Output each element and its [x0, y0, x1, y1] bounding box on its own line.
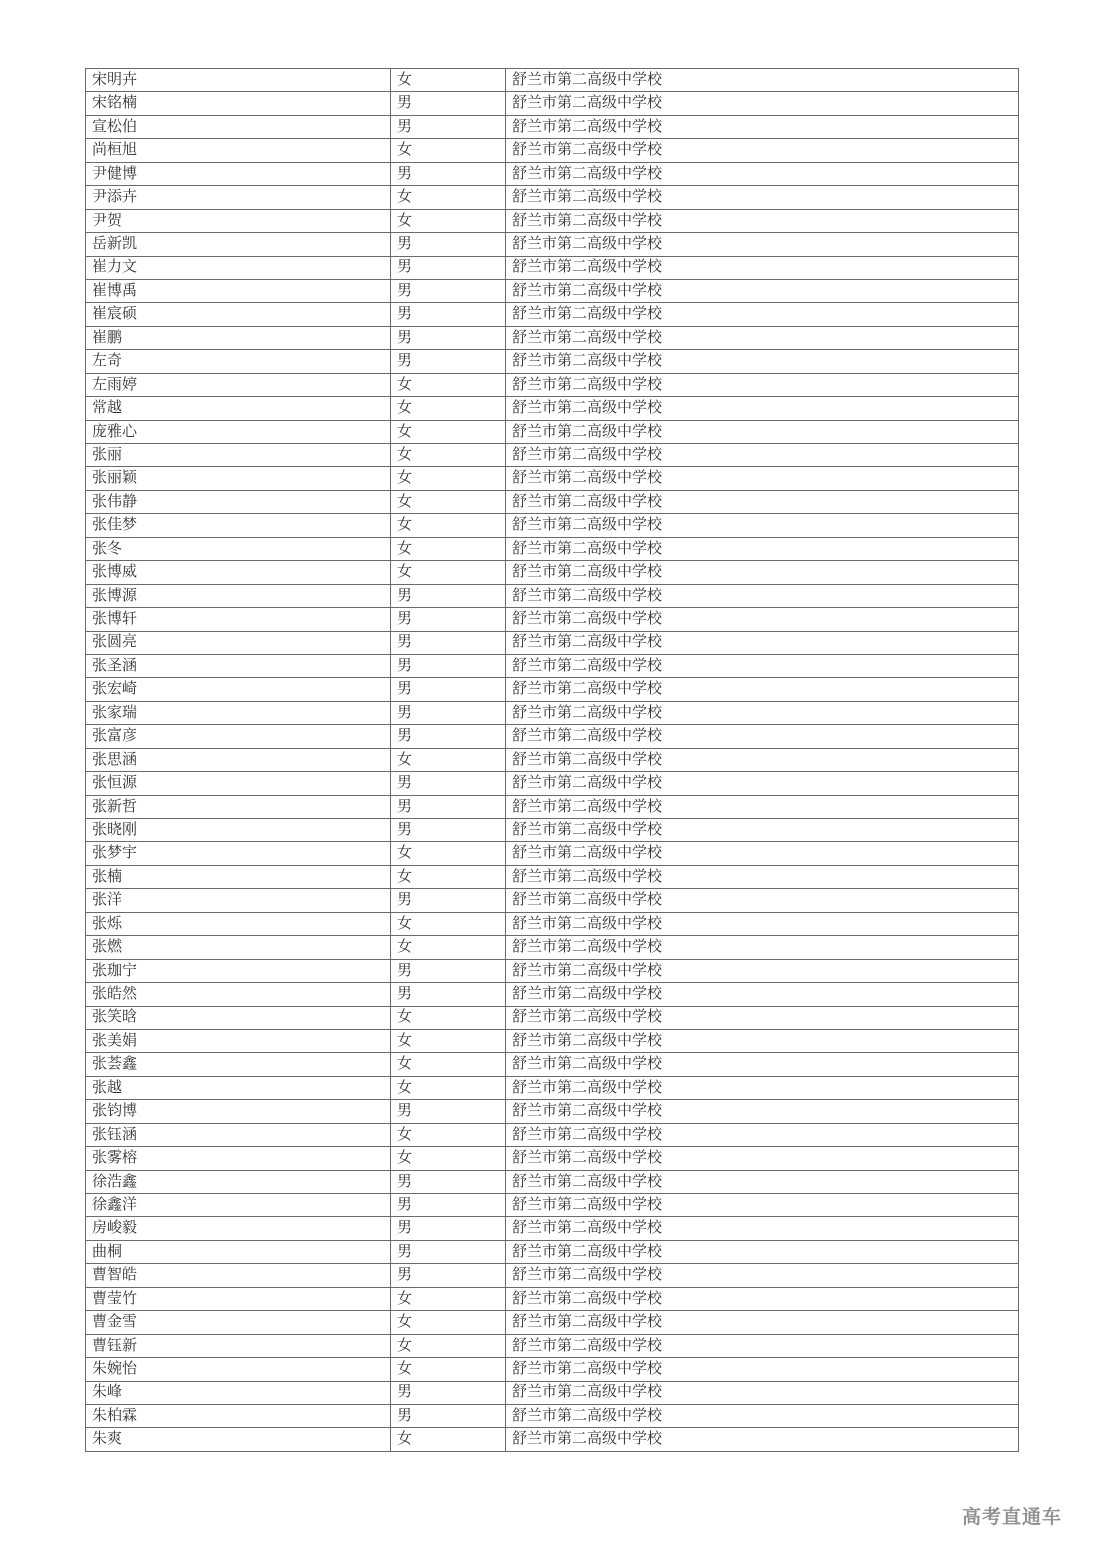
table-row — [86, 1264, 1019, 1287]
school-cell: 舒兰市第二高级中学校 — [506, 1194, 1019, 1217]
table-row — [86, 842, 1019, 865]
gender-cell: 女 — [391, 209, 506, 232]
school-cell: 舒兰市第二高级中学校 — [506, 772, 1019, 795]
table-row — [86, 139, 1019, 162]
table-row — [86, 1123, 1019, 1146]
student-table — [85, 68, 1019, 1452]
student-name-cell: 常越 — [86, 397, 391, 420]
school-cell: 舒兰市第二高级中学校 — [506, 1287, 1019, 1310]
student-name-cell: 曹智皓 — [86, 1264, 391, 1287]
student-name-cell: 崔鹏 — [86, 326, 391, 349]
school-cell: 舒兰市第二高级中学校 — [506, 1076, 1019, 1099]
table-row — [86, 912, 1019, 935]
school-cell: 舒兰市第二高级中学校 — [506, 1029, 1019, 1052]
student-name-cell: 张新哲 — [86, 795, 391, 818]
student-name-cell: 张富彦 — [86, 725, 391, 748]
gender-cell: 男 — [391, 772, 506, 795]
school-cell: 舒兰市第二高级中学校 — [506, 678, 1019, 701]
student-name-cell: 曹莹竹 — [86, 1287, 391, 1310]
school-cell: 舒兰市第二高级中学校 — [506, 1170, 1019, 1193]
school-cell: 舒兰市第二高级中学校 — [506, 608, 1019, 631]
student-name-cell: 尹贺 — [86, 209, 391, 232]
school-cell: 舒兰市第二高级中学校 — [506, 819, 1019, 842]
student-name-cell: 张燃 — [86, 936, 391, 959]
student-name-cell: 张伟静 — [86, 490, 391, 513]
student-name-cell: 尹健博 — [86, 162, 391, 185]
school-cell: 舒兰市第二高级中学校 — [506, 631, 1019, 654]
student-name-cell: 庞雅心 — [86, 420, 391, 443]
gender-cell: 女 — [391, 912, 506, 935]
table-row — [86, 115, 1019, 138]
school-cell: 舒兰市第二高级中学校 — [506, 115, 1019, 138]
table-row — [86, 69, 1019, 92]
school-cell: 舒兰市第二高级中学校 — [506, 865, 1019, 888]
table-row — [86, 1076, 1019, 1099]
gender-cell: 男 — [391, 725, 506, 748]
gender-cell: 女 — [391, 373, 506, 396]
gender-cell: 女 — [391, 1428, 506, 1451]
gender-cell: 女 — [391, 842, 506, 865]
gender-cell: 女 — [391, 397, 506, 420]
table-row — [86, 350, 1019, 373]
school-cell: 舒兰市第二高级中学校 — [506, 936, 1019, 959]
school-cell: 舒兰市第二高级中学校 — [506, 514, 1019, 537]
gender-cell: 男 — [391, 584, 506, 607]
student-list-table-container — [85, 68, 1018, 1452]
school-cell: 舒兰市第二高级中学校 — [506, 467, 1019, 490]
table-row — [86, 233, 1019, 256]
gender-cell: 女 — [391, 139, 506, 162]
student-name-cell: 张洋 — [86, 889, 391, 912]
student-name-cell: 曹钰新 — [86, 1334, 391, 1357]
school-cell: 舒兰市第二高级中学校 — [506, 69, 1019, 92]
student-name-cell: 张越 — [86, 1076, 391, 1099]
school-cell: 舒兰市第二高级中学校 — [506, 209, 1019, 232]
gender-cell: 男 — [391, 678, 506, 701]
student-name-cell: 张钧博 — [86, 1100, 391, 1123]
table-row — [86, 326, 1019, 349]
school-cell: 舒兰市第二高级中学校 — [506, 1381, 1019, 1404]
student-name-cell: 崔力文 — [86, 256, 391, 279]
school-cell: 舒兰市第二高级中学校 — [506, 303, 1019, 326]
student-name-cell: 张冬 — [86, 537, 391, 560]
student-table-body — [86, 69, 1019, 1452]
school-cell: 舒兰市第二高级中学校 — [506, 889, 1019, 912]
table-row — [86, 936, 1019, 959]
gender-cell: 男 — [391, 1100, 506, 1123]
gender-cell: 女 — [391, 561, 506, 584]
gender-cell: 男 — [391, 162, 506, 185]
table-row — [86, 1404, 1019, 1427]
student-name-cell: 张晓刚 — [86, 819, 391, 842]
school-cell: 舒兰市第二高级中学校 — [506, 1264, 1019, 1287]
student-name-cell: 张恒源 — [86, 772, 391, 795]
student-name-cell: 张美娟 — [86, 1029, 391, 1052]
gender-cell: 女 — [391, 865, 506, 888]
gender-cell: 女 — [391, 1147, 506, 1170]
student-name-cell: 张皓然 — [86, 983, 391, 1006]
student-name-cell: 张楠 — [86, 865, 391, 888]
gender-cell: 男 — [391, 1264, 506, 1287]
table-row — [86, 1217, 1019, 1240]
gender-cell: 女 — [391, 467, 506, 490]
gender-cell: 女 — [391, 1029, 506, 1052]
school-cell: 舒兰市第二高级中学校 — [506, 420, 1019, 443]
student-name-cell: 张丽颖 — [86, 467, 391, 490]
gender-cell: 男 — [391, 1170, 506, 1193]
student-name-cell: 张钰涵 — [86, 1123, 391, 1146]
school-cell: 舒兰市第二高级中学校 — [506, 186, 1019, 209]
table-row — [86, 631, 1019, 654]
gender-cell: 男 — [391, 959, 506, 982]
gender-cell: 男 — [391, 303, 506, 326]
school-cell: 舒兰市第二高级中学校 — [506, 842, 1019, 865]
school-cell: 舒兰市第二高级中学校 — [506, 233, 1019, 256]
school-cell: 舒兰市第二高级中学校 — [506, 1404, 1019, 1427]
school-cell: 舒兰市第二高级中学校 — [506, 162, 1019, 185]
student-name-cell: 张博源 — [86, 584, 391, 607]
school-cell: 舒兰市第二高级中学校 — [506, 279, 1019, 302]
student-name-cell: 张思涵 — [86, 748, 391, 771]
gender-cell: 男 — [391, 1381, 506, 1404]
table-row — [86, 1147, 1019, 1170]
school-cell: 舒兰市第二高级中学校 — [506, 584, 1019, 607]
gender-cell: 男 — [391, 819, 506, 842]
gender-cell: 男 — [391, 1217, 506, 1240]
gender-cell: 男 — [391, 983, 506, 1006]
table-row — [86, 1029, 1019, 1052]
school-cell: 舒兰市第二高级中学校 — [506, 912, 1019, 935]
gender-cell: 男 — [391, 350, 506, 373]
table-row — [86, 92, 1019, 115]
student-name-cell: 岳新凯 — [86, 233, 391, 256]
student-name-cell: 张宏崎 — [86, 678, 391, 701]
school-cell: 舒兰市第二高级中学校 — [506, 397, 1019, 420]
student-name-cell: 尚桓旭 — [86, 139, 391, 162]
table-row — [86, 397, 1019, 420]
student-name-cell: 张笑晗 — [86, 1006, 391, 1029]
school-cell: 舒兰市第二高级中学校 — [506, 256, 1019, 279]
gender-cell: 男 — [391, 654, 506, 677]
gender-cell: 女 — [391, 1311, 506, 1334]
student-name-cell: 宣松伯 — [86, 115, 391, 138]
gender-cell: 男 — [391, 92, 506, 115]
student-name-cell: 朱爽 — [86, 1428, 391, 1451]
school-cell: 舒兰市第二高级中学校 — [506, 373, 1019, 396]
school-cell: 舒兰市第二高级中学校 — [506, 1358, 1019, 1381]
table-row — [86, 537, 1019, 560]
school-cell: 舒兰市第二高级中学校 — [506, 748, 1019, 771]
school-cell: 舒兰市第二高级中学校 — [506, 139, 1019, 162]
table-row — [86, 772, 1019, 795]
gender-cell: 男 — [391, 256, 506, 279]
school-cell: 舒兰市第二高级中学校 — [506, 701, 1019, 724]
student-name-cell: 徐浩鑫 — [86, 1170, 391, 1193]
table-row — [86, 1381, 1019, 1404]
table-row — [86, 678, 1019, 701]
student-name-cell: 宋铭楠 — [86, 92, 391, 115]
gender-cell: 女 — [391, 748, 506, 771]
student-name-cell: 朱峰 — [86, 1381, 391, 1404]
school-cell: 舒兰市第二高级中学校 — [506, 1334, 1019, 1357]
school-cell: 舒兰市第二高级中学校 — [506, 1123, 1019, 1146]
gender-cell: 女 — [391, 514, 506, 537]
table-row — [86, 1428, 1019, 1451]
school-cell: 舒兰市第二高级中学校 — [506, 444, 1019, 467]
gender-cell: 男 — [391, 701, 506, 724]
student-name-cell: 崔博禹 — [86, 279, 391, 302]
gender-cell: 女 — [391, 1334, 506, 1357]
student-name-cell: 张家瑞 — [86, 701, 391, 724]
gender-cell: 女 — [391, 1006, 506, 1029]
table-row — [86, 1334, 1019, 1357]
gender-cell: 男 — [391, 115, 506, 138]
student-name-cell: 张荟鑫 — [86, 1053, 391, 1076]
table-row — [86, 420, 1019, 443]
gender-cell: 男 — [391, 279, 506, 302]
table-row — [86, 162, 1019, 185]
gender-cell: 男 — [391, 889, 506, 912]
table-row — [86, 490, 1019, 513]
watermark-text: 高考直通车 — [961, 1507, 1062, 1528]
table-row — [86, 701, 1019, 724]
table-row — [86, 209, 1019, 232]
gender-cell: 女 — [391, 69, 506, 92]
gender-cell: 男 — [391, 1404, 506, 1427]
gender-cell: 男 — [391, 608, 506, 631]
gender-cell: 男 — [391, 631, 506, 654]
school-cell: 舒兰市第二高级中学校 — [506, 1006, 1019, 1029]
table-row — [86, 584, 1019, 607]
student-name-cell: 朱柏霖 — [86, 1404, 391, 1427]
student-name-cell: 张博威 — [86, 561, 391, 584]
gender-cell: 男 — [391, 233, 506, 256]
table-row — [86, 303, 1019, 326]
table-row — [86, 1170, 1019, 1193]
gender-cell: 女 — [391, 1358, 506, 1381]
gender-cell: 女 — [391, 936, 506, 959]
school-cell: 舒兰市第二高级中学校 — [506, 1428, 1019, 1451]
student-name-cell: 宋明卉 — [86, 69, 391, 92]
school-cell: 舒兰市第二高级中学校 — [506, 795, 1019, 818]
student-name-cell: 左奇 — [86, 350, 391, 373]
gender-cell: 女 — [391, 1123, 506, 1146]
table-row — [86, 256, 1019, 279]
gender-cell: 女 — [391, 444, 506, 467]
student-name-cell: 张梦宇 — [86, 842, 391, 865]
gender-cell: 男 — [391, 1240, 506, 1263]
school-cell: 舒兰市第二高级中学校 — [506, 1217, 1019, 1240]
table-row — [86, 467, 1019, 490]
gender-cell: 女 — [391, 1053, 506, 1076]
school-cell: 舒兰市第二高级中学校 — [506, 537, 1019, 560]
school-cell: 舒兰市第二高级中学校 — [506, 561, 1019, 584]
school-cell: 舒兰市第二高级中学校 — [506, 350, 1019, 373]
gender-cell: 女 — [391, 420, 506, 443]
gender-cell: 男 — [391, 795, 506, 818]
table-row — [86, 654, 1019, 677]
school-cell: 舒兰市第二高级中学校 — [506, 1147, 1019, 1170]
school-cell: 舒兰市第二高级中学校 — [506, 1053, 1019, 1076]
table-row — [86, 1240, 1019, 1263]
student-name-cell: 朱婉怡 — [86, 1358, 391, 1381]
student-name-cell: 徐鑫洋 — [86, 1194, 391, 1217]
table-row — [86, 983, 1019, 1006]
student-name-cell: 房峻毅 — [86, 1217, 391, 1240]
school-cell: 舒兰市第二高级中学校 — [506, 1311, 1019, 1334]
table-row — [86, 819, 1019, 842]
school-cell: 舒兰市第二高级中学校 — [506, 725, 1019, 748]
school-cell: 舒兰市第二高级中学校 — [506, 1100, 1019, 1123]
school-cell: 舒兰市第二高级中学校 — [506, 326, 1019, 349]
table-row — [86, 373, 1019, 396]
school-cell: 舒兰市第二高级中学校 — [506, 490, 1019, 513]
gender-cell: 女 — [391, 186, 506, 209]
school-cell: 舒兰市第二高级中学校 — [506, 983, 1019, 1006]
table-row — [86, 1100, 1019, 1123]
student-name-cell: 尹添卉 — [86, 186, 391, 209]
student-name-cell: 张烁 — [86, 912, 391, 935]
table-row — [86, 1358, 1019, 1381]
table-row — [86, 444, 1019, 467]
table-row — [86, 1053, 1019, 1076]
table-row — [86, 748, 1019, 771]
gender-cell: 女 — [391, 490, 506, 513]
table-row — [86, 959, 1019, 982]
student-name-cell: 张佳梦 — [86, 514, 391, 537]
table-row — [86, 889, 1019, 912]
gender-cell: 男 — [391, 326, 506, 349]
table-row — [86, 561, 1019, 584]
school-cell: 舒兰市第二高级中学校 — [506, 959, 1019, 982]
table-row — [86, 514, 1019, 537]
student-name-cell: 张圆亮 — [86, 631, 391, 654]
student-name-cell: 张珈宁 — [86, 959, 391, 982]
student-name-cell: 左雨婷 — [86, 373, 391, 396]
gender-cell: 男 — [391, 1194, 506, 1217]
student-name-cell: 曲桐 — [86, 1240, 391, 1263]
table-row — [86, 1311, 1019, 1334]
student-name-cell: 张博轩 — [86, 608, 391, 631]
table-row — [86, 1006, 1019, 1029]
gender-cell: 女 — [391, 1076, 506, 1099]
gender-cell: 女 — [391, 1287, 506, 1310]
school-cell: 舒兰市第二高级中学校 — [506, 654, 1019, 677]
school-cell: 舒兰市第二高级中学校 — [506, 1240, 1019, 1263]
student-name-cell: 崔宸硕 — [86, 303, 391, 326]
table-row — [86, 865, 1019, 888]
table-row — [86, 279, 1019, 302]
gender-cell: 女 — [391, 537, 506, 560]
student-name-cell: 张雾榕 — [86, 1147, 391, 1170]
table-row — [86, 186, 1019, 209]
table-row — [86, 725, 1019, 748]
school-cell: 舒兰市第二高级中学校 — [506, 92, 1019, 115]
table-row — [86, 795, 1019, 818]
student-name-cell: 张丽 — [86, 444, 391, 467]
student-name-cell: 张圣涵 — [86, 654, 391, 677]
table-row — [86, 608, 1019, 631]
student-name-cell: 曹金雪 — [86, 1311, 391, 1334]
table-row — [86, 1194, 1019, 1217]
table-row — [86, 1287, 1019, 1310]
